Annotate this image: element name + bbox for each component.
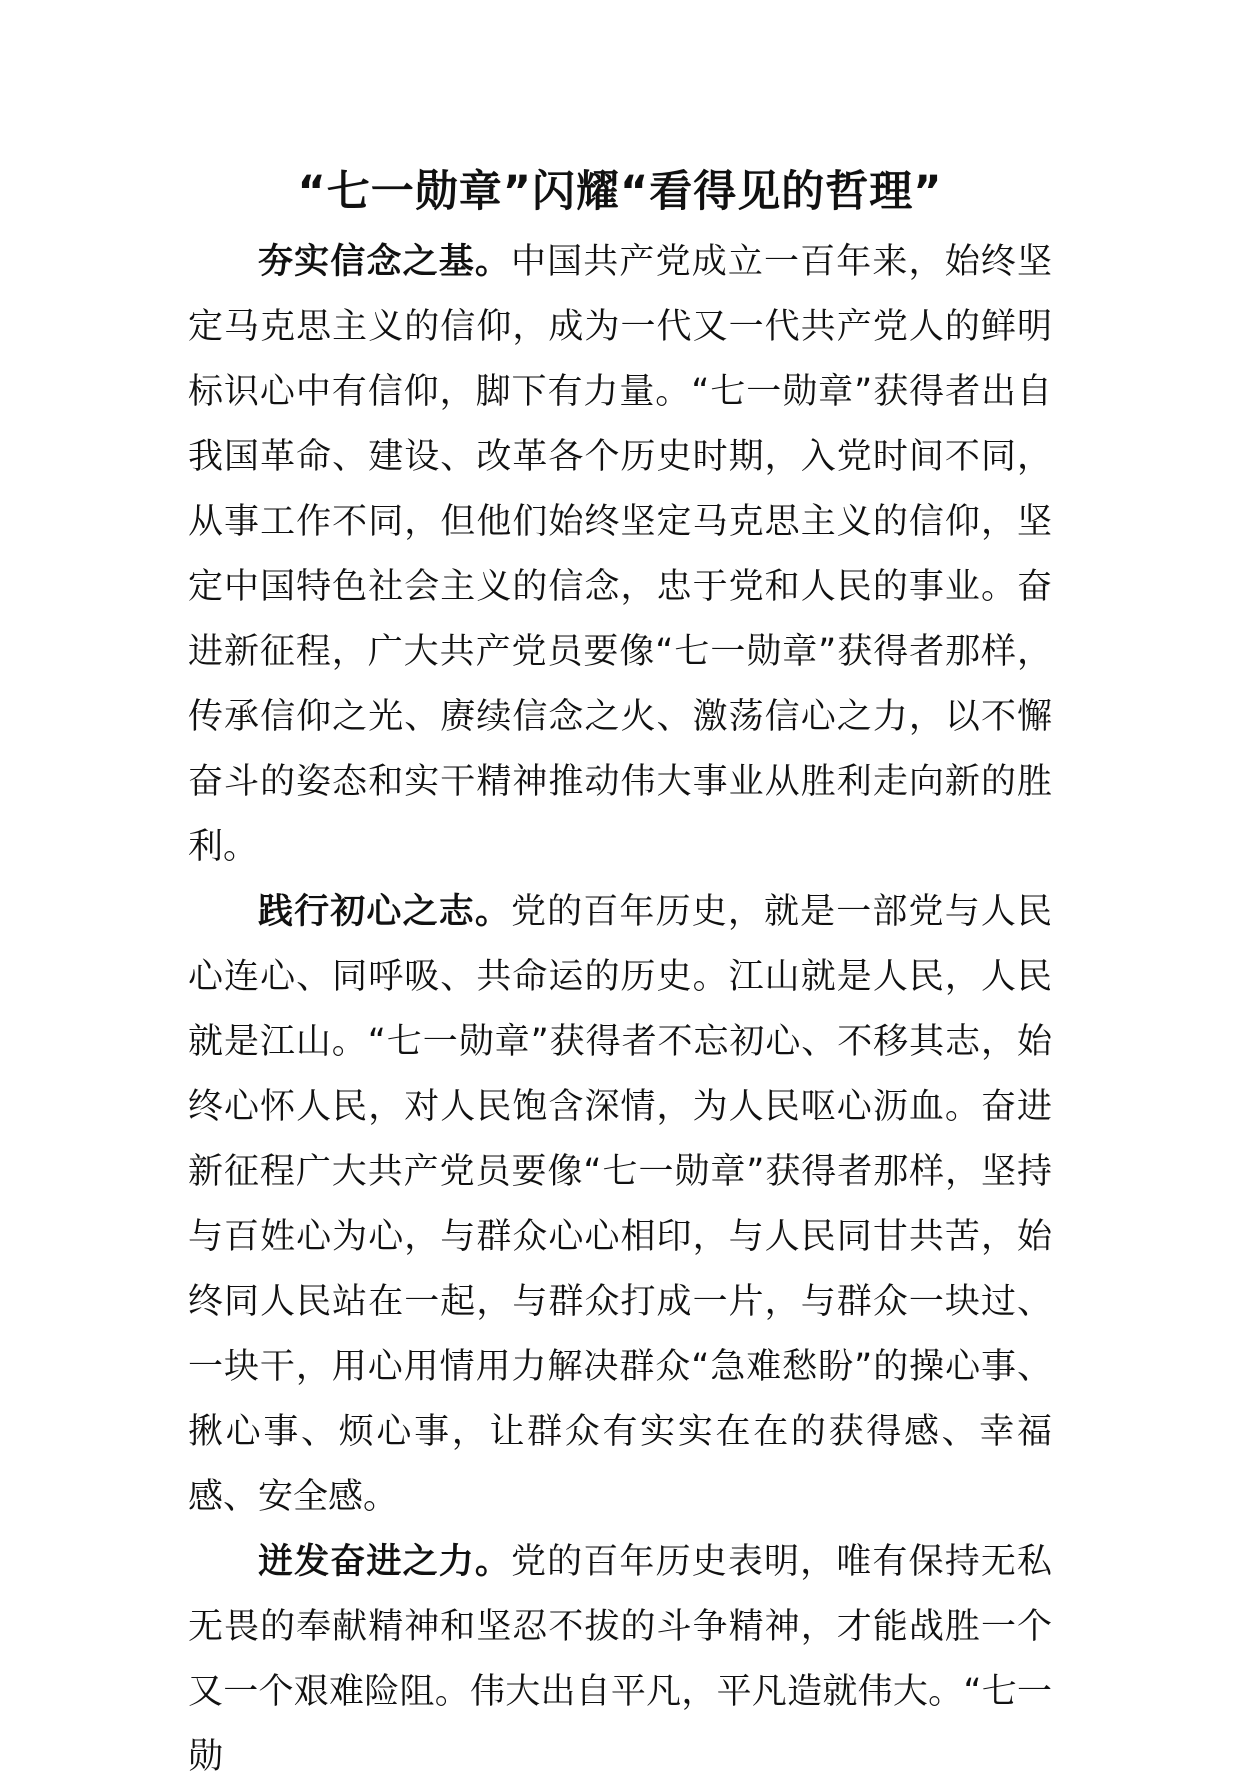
paragraph-3 (188, 1530, 1052, 1790)
paragraph-1-text: 中国共产党成立一百年来，始终坚定马克思主义的信仰，成为一代又一代共产党人的鲜明标识心中有信仰，脚下有力量。“七一勋章”获得者出自我国革命、建设、改革各个历史时期，入党时间不同，从事工作不同，但他们始终坚定马克思主义的信仰，坚定中国特色社会主义的信念，忠于党和人民的事业。奋进新征程，广大共产党员要像“七一勋章”获得者那样，传承信仰之光、赓续信念之火、激荡信心之力，以不懈奋斗的姿态和实干精神推动伟大事业从胜利走向新的胜利。 (188, 242, 1052, 867)
paragraph-3-lead: 迸发奋进之力。 (258, 1542, 511, 1582)
document-body (188, 230, 1052, 1790)
paragraph-2-lead: 践行初心之志。 (258, 892, 511, 932)
document-title: “七一勋章”闪耀“看得见的哲理” (297, 167, 943, 217)
paragraph-1 (188, 230, 1052, 880)
paragraph-2 (188, 880, 1052, 1530)
paragraph-1-lead: 夯实信念之基。 (258, 242, 511, 282)
paragraph-3-text: 党的百年历史表明，唯有保持无私无畏的奉献精神和坚忍不拔的斗争精神，才能战胜一个又一个艰难险阻。伟大出自平凡，平凡造就伟大。“七一勋 (188, 1542, 1052, 1777)
paragraph-2-text: 党的百年历史，就是一部党与人民心连心、同呼吸、共命运的历史。江山就是人民，人民就是江山。“七一勋章”获得者不忘初心、不移其志，始终心怀人民，对人民饱含深情，为人民呕心沥血。奋进新征程广大共产党员要像“七一勋章”获得者那样，坚持与百姓心为心，与群众心心相印，与人民同甘共苦，始终同人民站在一起，与群众打成一片，与群众一块过、一块干，用心用情用力解决群众“急难愁盼”的操心事、揪心事、烦心事，让群众有实实在在的获得感、幸福感、安全感。 (188, 892, 1052, 1517)
